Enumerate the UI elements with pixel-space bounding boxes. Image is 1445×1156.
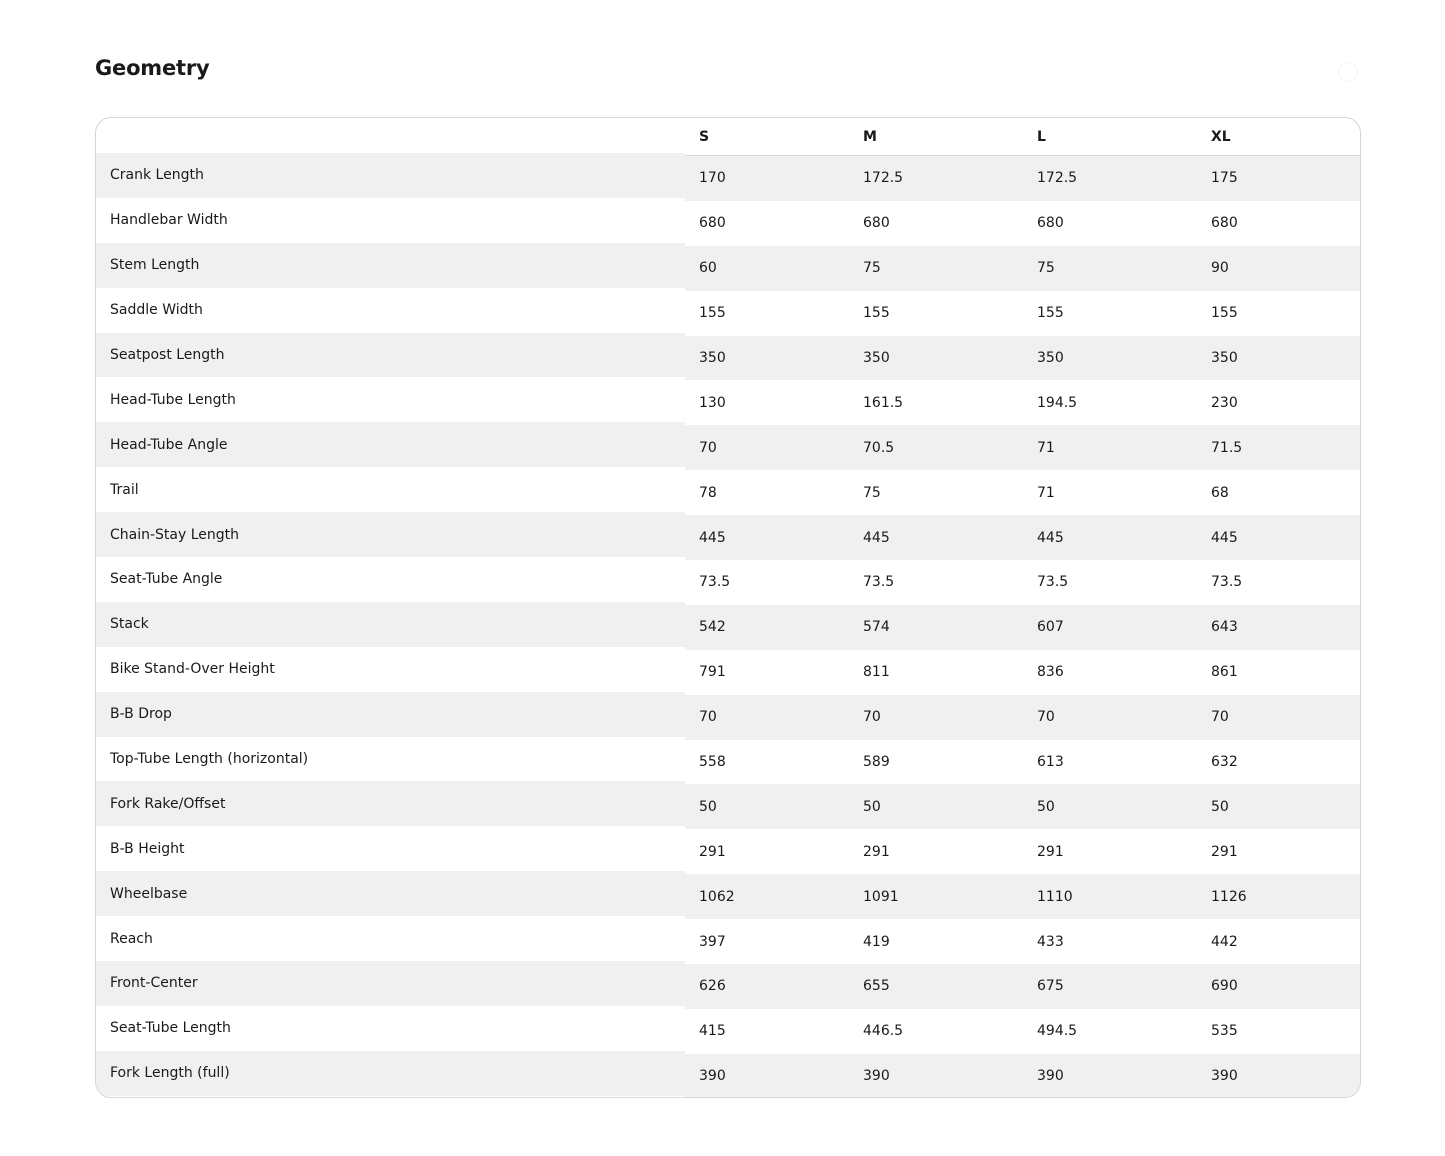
row-value-cell: 350: [849, 336, 1023, 381]
row-value-cell: 172.5: [1023, 156, 1197, 201]
row-value-cell: 626: [685, 964, 849, 1009]
row-value-cell: 75: [849, 246, 1023, 291]
header-size-m: M: [849, 118, 1023, 156]
row-value-cell: 230: [1197, 380, 1360, 425]
table-body: [96, 156, 1360, 1099]
row-value-cell: 350: [1197, 336, 1360, 381]
row-value-cell: 574: [849, 605, 1023, 650]
row-value-cell: 155: [1197, 291, 1360, 336]
row-value-cell: 690: [1197, 964, 1360, 1009]
row-value-cell: 155: [685, 291, 849, 336]
table-row: [96, 964, 1360, 1009]
row-value-cell: 680: [685, 201, 849, 246]
row-label: Seat-Tube Angle: [96, 557, 685, 602]
row-value-cell: 75: [849, 470, 1023, 515]
table-row: [96, 470, 1360, 515]
row-value-cell: 535: [1197, 1009, 1360, 1054]
row-label: B-B Drop: [96, 692, 685, 737]
row-value-cell: 71: [1023, 470, 1197, 515]
row-value-cell: 70: [1197, 695, 1360, 740]
table-row: [96, 740, 1360, 785]
row-value-cell: 1091: [849, 874, 1023, 919]
row-value-cell: 291: [1023, 829, 1197, 874]
geometry-table: [96, 118, 1360, 1098]
row-value-cell: 70: [1023, 695, 1197, 740]
row-label: Reach: [96, 916, 685, 961]
page-title: Geometry: [95, 56, 210, 80]
row-value-cell: 445: [1197, 515, 1360, 560]
row-value-cell: 632: [1197, 740, 1360, 785]
header-label-cell: [96, 118, 685, 156]
row-value-cell: 390: [1023, 1054, 1197, 1098]
row-value-cell: 70: [685, 695, 849, 740]
row-value-cell: 194.5: [1023, 380, 1197, 425]
row-value-cell: 50: [849, 784, 1023, 829]
table-row: [96, 291, 1360, 336]
row-value-cell: 613: [1023, 740, 1197, 785]
row-value-cell: 680: [849, 201, 1023, 246]
row-value-cell: 494.5: [1023, 1009, 1197, 1054]
table-row: [96, 246, 1360, 291]
row-value-cell: 433: [1023, 919, 1197, 964]
row-label: Head-Tube Angle: [96, 422, 685, 467]
row-value-cell: 791: [685, 650, 849, 695]
table-row: [96, 784, 1360, 829]
table-row: [96, 695, 1360, 740]
table-header: [96, 118, 1360, 156]
row-label: Bike Stand-Over Height: [96, 647, 685, 692]
row-value-cell: 1110: [1023, 874, 1197, 919]
row-value-cell: 60: [685, 246, 849, 291]
row-value-cell: 75: [1023, 246, 1197, 291]
row-label: Wheelbase: [96, 871, 685, 916]
header-size-l: L: [1023, 118, 1197, 156]
row-label: Trail: [96, 467, 685, 512]
row-label: B-B Height: [96, 826, 685, 871]
row-value-cell: 70.5: [849, 425, 1023, 470]
row-value-cell: 70: [849, 695, 1023, 740]
table-row: [96, 380, 1360, 425]
table-row: [96, 425, 1360, 470]
row-value-cell: 73.5: [1197, 560, 1360, 605]
row-value-cell: 71.5: [1197, 425, 1360, 470]
row-value-cell: 811: [849, 650, 1023, 695]
row-value-cell: 175: [1197, 156, 1360, 201]
row-label: Seatpost Length: [96, 333, 685, 378]
row-value-cell: 90: [1197, 246, 1360, 291]
table-row: [96, 336, 1360, 381]
row-value-cell: 350: [685, 336, 849, 381]
row-value-cell: 446.5: [849, 1009, 1023, 1054]
row-value-cell: 130: [685, 380, 849, 425]
row-value-cell: 397: [685, 919, 849, 964]
row-value-cell: 419: [849, 919, 1023, 964]
row-label: Fork Rake/Offset: [96, 781, 685, 826]
table-row: [96, 650, 1360, 695]
table-row: [96, 1054, 1360, 1098]
table-row: [96, 874, 1360, 919]
row-value-cell: 291: [685, 829, 849, 874]
row-value-cell: 542: [685, 605, 849, 650]
row-value-cell: 390: [849, 1054, 1023, 1098]
table-row: [96, 201, 1360, 246]
header-size-xl: XL: [1197, 118, 1360, 156]
table-row: [96, 560, 1360, 605]
row-value-cell: 73.5: [849, 560, 1023, 605]
row-value-cell: 675: [1023, 964, 1197, 1009]
row-value-cell: 680: [1023, 201, 1197, 246]
geometry-table-card: [95, 117, 1361, 1098]
row-value-cell: 78: [685, 470, 849, 515]
row-value-cell: 643: [1197, 605, 1360, 650]
row-value-cell: 50: [1023, 784, 1197, 829]
row-value-cell: 589: [849, 740, 1023, 785]
row-value-cell: 390: [1197, 1054, 1360, 1098]
row-value-cell: 390: [685, 1054, 849, 1098]
row-label: Seat-Tube Length: [96, 1006, 685, 1051]
row-value-cell: 445: [685, 515, 849, 560]
row-label: Top-Tube Length (horizontal): [96, 737, 685, 782]
row-value-cell: 291: [849, 829, 1023, 874]
row-value-cell: 50: [1197, 784, 1360, 829]
header-row: [96, 118, 1360, 156]
table-row: [96, 829, 1360, 874]
row-label: Crank Length: [96, 153, 685, 198]
row-label: Front-Center: [96, 961, 685, 1006]
table-row: [96, 515, 1360, 560]
table-row: [96, 1009, 1360, 1054]
row-value-cell: 68: [1197, 470, 1360, 515]
row-value-cell: 445: [849, 515, 1023, 560]
row-value-cell: 155: [1023, 291, 1197, 336]
row-value-cell: 607: [1023, 605, 1197, 650]
row-label: Fork Length (full): [96, 1051, 685, 1096]
row-value-cell: 172.5: [849, 156, 1023, 201]
row-value-cell: 350: [1023, 336, 1197, 381]
row-value-cell: 442: [1197, 919, 1360, 964]
row-value-cell: 70: [685, 425, 849, 470]
row-label: Head-Tube Length: [96, 377, 685, 422]
row-label: Stem Length: [96, 243, 685, 288]
row-value-cell: 161.5: [849, 380, 1023, 425]
row-value-cell: 73.5: [1023, 560, 1197, 605]
circle-icon: [1338, 62, 1358, 82]
row-value-cell: 291: [1197, 829, 1360, 874]
row-value-cell: 73.5: [685, 560, 849, 605]
row-label: Stack: [96, 602, 685, 647]
row-value-cell: 71: [1023, 425, 1197, 470]
row-label: Saddle Width: [96, 288, 685, 333]
row-value-cell: 170: [685, 156, 849, 201]
header-size-s: S: [685, 118, 849, 156]
row-value-cell: 445: [1023, 515, 1197, 560]
row-value-cell: 1126: [1197, 874, 1360, 919]
row-value-cell: 155: [849, 291, 1023, 336]
table-row: [96, 919, 1360, 964]
row-value-cell: 655: [849, 964, 1023, 1009]
row-value-cell: 680: [1197, 201, 1360, 246]
table-row: [96, 605, 1360, 650]
row-value-cell: 861: [1197, 650, 1360, 695]
row-value-cell: 836: [1023, 650, 1197, 695]
table-row: [96, 156, 1360, 201]
row-value-cell: 1062: [685, 874, 849, 919]
row-value-cell: 415: [685, 1009, 849, 1054]
row-value-cell: 558: [685, 740, 849, 785]
row-label: Handlebar Width: [96, 198, 685, 243]
row-label: Chain-Stay Length: [96, 512, 685, 557]
row-value-cell: 50: [685, 784, 849, 829]
